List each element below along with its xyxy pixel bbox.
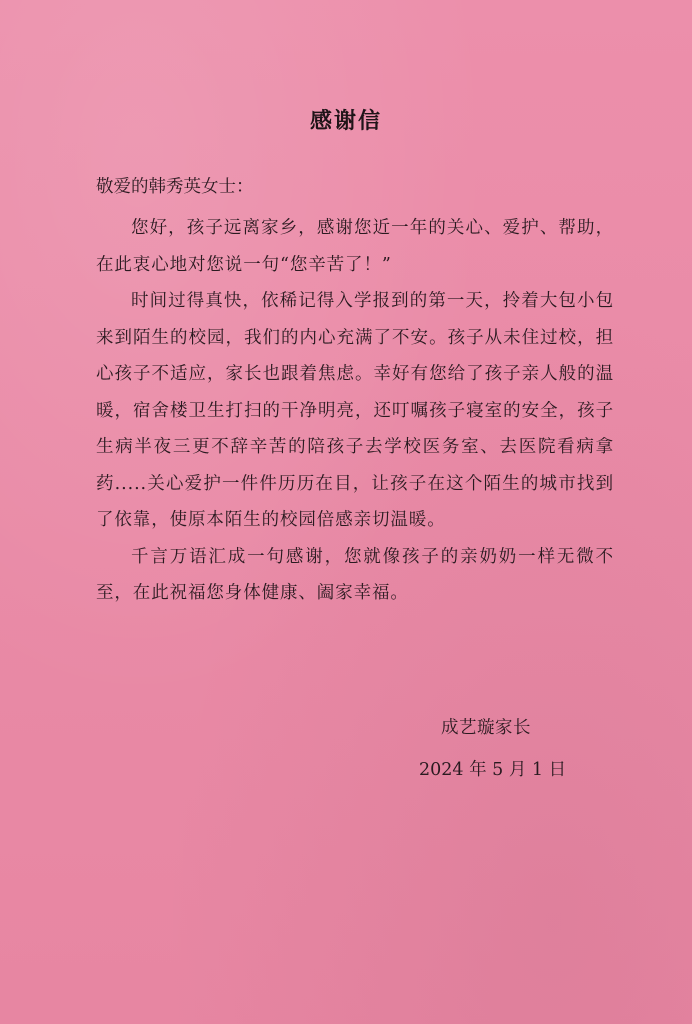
letter-paragraph: 千言万语汇成一句感谢，您就像孩子的亲奶奶一样无微不至，在此祝福您身体健康、阖家幸福。 [96,546,614,603]
letter-paragraph: 您好，孩子远离家乡，感谢您近一年的关心、爱护、帮助，在此衷心地对您说一句“您辛苦了！” [96,218,614,275]
letter-body [96,210,614,612]
letter-title: 感谢信 [309,109,382,134]
letter-salutation: 敬爱的韩秀英女士： [96,177,254,197]
letter-paragraph: 时间过得真快，依稀记得入学报到的第一天，拎着大包小包来到陌生的校园，我们的内心充满了不安。孩子从未住过校，担心孩子不适应，家长也跟着焦虑。幸好有您给了孩子亲人般的温暖，宿舍楼卫生打扫的干净明亮，还叮嘱孩子寝室的安全，孩子生病半夜三更不辞辛苦的陪孩子去学校医务室、去医院看病拿药.....关心爱护一件件历历在目，让孩子在这个陌生的城市找到了依靠，使原本陌生的校园倍感亲切温暖。 [96,291,614,530]
letter-signer: 成艺璇家长 [441,718,531,738]
letter-date: 2024 年 5 月 1 日 [419,760,567,780]
